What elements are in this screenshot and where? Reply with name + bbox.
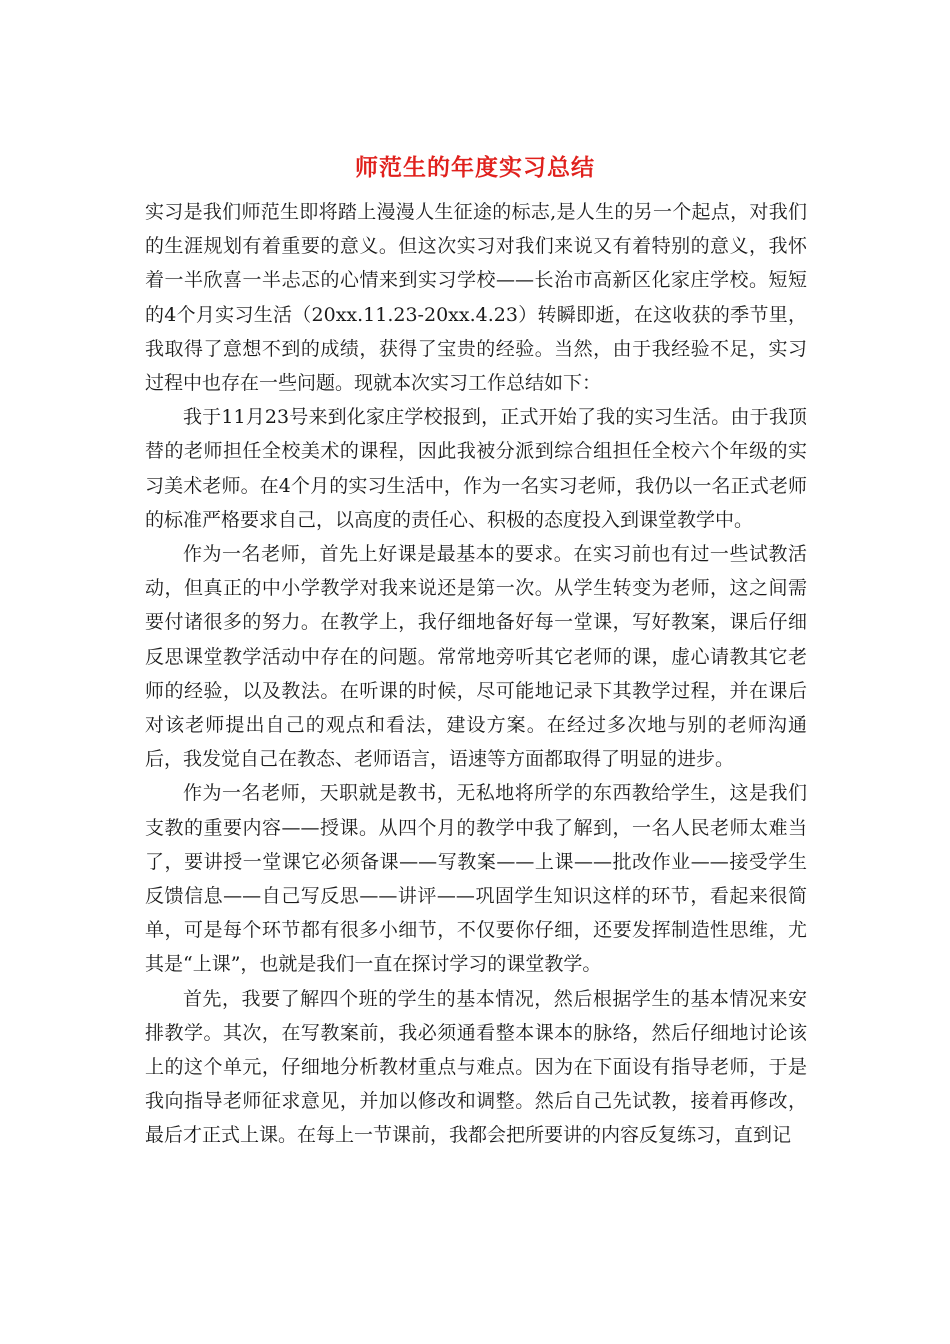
document-title: 师范生的年度实习总结 bbox=[355, 154, 595, 181]
document-body bbox=[145, 195, 807, 1153]
paragraph-intro: 实习是我们师范生即将踏上漫漫人生征途的标志,是人生的另一个起点，对我们的生涯规划有着重要的意义。但这次实习对我们来说又有着特别的意义，我怀着一半欣喜一半忐忑的心情来到实习学校——长治市高新区化家庄学校。短短的4个月实习生活（20xx.11.23-20xx.4.23）转瞬即逝，在这收获的季节里，我取得了意想不到的成绩，获得了宝贵的经验。当然，由于我经验不足，实习过程中也存在一些问题。现就本次实习工作总结如下： bbox=[145, 201, 807, 395]
paragraph-lessons: 作为一名老师，天职就是教书，无私地将所学的东西教给学生，这是我们支教的重要内容——授课。从四个月的教学中我了解到，一名人民老师太难当了，要讲授一堂课它必须备课——写教案——上课——批改作业——接受学生反馈信息——自己写反思——讲评——巩固学生知识这样的环节，看起来很简单，可是每个环节都有很多小细节，不仅要你仔细，还要发挥制造性思维，尤其是“上课”，也就是我们一直在探讨学习的课堂教学。 bbox=[145, 782, 807, 976]
paragraph-arrival: 我于11月23号来到化家庄学校报到，正式开始了我的实习生活。由于我顶替的老师担任全校美术的课程，因此我被分派到综合组担任全校六个年级的实习美术老师。在4个月的实习生活中，作为一名实习老师，我仍以一名正式老师的标准严格要求自己，以高度的责任心、积极的态度投入到课堂教学中。 bbox=[145, 406, 807, 531]
paragraph-teaching: 作为一名老师，首先上好课是最基本的要求。在实习前也有过一些试教活动，但真正的中小学教学对我来说还是第一次。从学生转变为老师，这之间需要付诸很多的努力。在教学上，我仔细地备好每一堂课，写好教案，课后仔细反思课堂教学活动中存在的问题。常常地旁听其它老师的课，虚心请教其它老师的经验，以及教法。在听课的时候，尽可能地记录下其教学过程，并在课后对该老师提出自己的观点和看法，建设方案。在经过多次地与别的老师沟通后，我发觉自己在教态、老师语言，语速等方面都取得了明显的进步。 bbox=[145, 543, 807, 771]
paragraph-preparation: 首先，我要了解四个班的学生的基本情况，然后根据学生的基本情况来安排教学。其次，在写教案前，我必须通看整本课本的脉络，然后仔细地讨论该上的这个单元，仔细地分析教材重点与难点。因为在下面设有指导老师，于是我向指导老师征求意见，并加以修改和调整。然后自己先试教，接着再修改，最后才正式上课。在每上一节课前，我都会把所要讲的内容反复练习，直到记 bbox=[145, 987, 807, 1147]
